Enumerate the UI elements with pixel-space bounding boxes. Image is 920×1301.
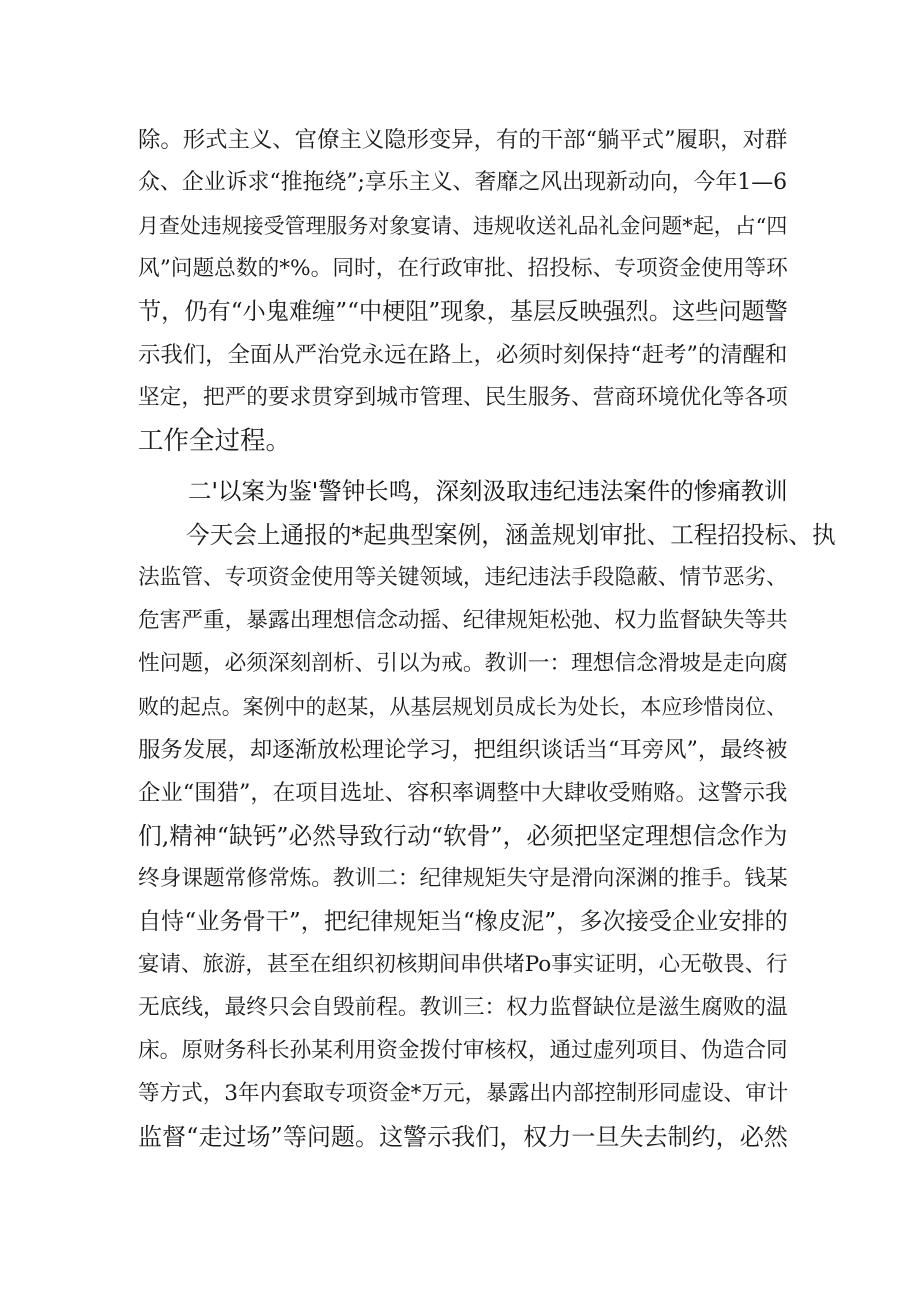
text-line: 服务发展，却逐渐放松理论学习，把组织谈话当“耳旁风”，最终被 [138, 737, 788, 763]
text-line: 众、企业诉求“推拖绕”;享乐主义、奢靡之风出现新动向，今年1—6 [138, 170, 788, 195]
text-line: 今天会上通报的*起典型案例，涵盖规划审批、工程招投标、执 [186, 521, 836, 549]
text-line: 们,精神“缺钙”必然导致行动“软骨”，必须把坚定理想信念作为 [138, 822, 788, 850]
text-line: 坚定，把严的要求贯穿到城市管理、民生服务、营商环境优化等各项 [138, 385, 788, 410]
text-line: 示我们，全面从严治党永远在路上，必须时刻保持“赶考”的清醒和 [138, 342, 788, 368]
text-line: 终身课题常修常炼。教训二：纪律规矩失守是滑向深渊的推手。钱某 [138, 866, 788, 891]
section-heading: 二'以案为鉴'警钟长鸣，深刻汲取违纪违法案件的惨痛教训 [188, 477, 788, 505]
text-line: 性问题，必须深刻剖析、引以为戒。教训一：理想信念滑坡是走向腐 [138, 651, 788, 676]
text-line: 监督“走过场”等问题。这警示我们，权力一旦失去制约，必然 [138, 1123, 788, 1151]
text-line: 危害严重，暴露出理想信念动摇、纪律规矩松弛、权力监督缺失等共 [138, 608, 788, 633]
text-line: 无底线，最终只会自毁前程。教训三：权力监督缺位是滋生腐败的温 [138, 995, 788, 1020]
text-line: 床。原财务科长孙某利用资金拨付审核权，通过虚列项目、伪造合同 [138, 1038, 788, 1063]
text-line: 节，仍有“小鬼难缠”“中梗阻”现象，基层反映强烈。这些问题警 [138, 298, 788, 325]
text-line: 败的起点。案例中的赵某，从基层规划员成长为处长，本应珍惜岗位、 [138, 695, 788, 719]
text-line: 除。形式主义、官僚主义隐形变异，有的干部“躺平式”履职，对群 [138, 127, 788, 153]
text-line: 风”问题总数的*%。同时，在行政审批、招投标、专项资金使用等环 [138, 256, 788, 281]
text-line: 工作全过程。 [138, 426, 292, 456]
text-line: 月查处违规接受管理服务对象宴请、违规收送礼品礼金问题*起，占“四 [138, 214, 788, 238]
text-line: 宴请、旅游，甚至在组织初核期间串供堵Po事实证明，心无敬畏、行 [138, 952, 788, 977]
text-line: 法监管、专项资金使用等关键领域，违纪违法手段隐蔽、情节恶劣、 [138, 565, 788, 590]
text-line: 自恃“业务骨干”，把纪律规矩当“橡皮泥”，多次接受企业安排的 [138, 908, 788, 935]
text-line: 企业“围猎”，在项目选址、容积率调整中大肆收受贿赂。这警示我 [138, 780, 788, 806]
text-line: 等方式，3年内套取专项资金*万元，暴露出内部控制形同虚设、审计 [138, 1081, 789, 1106]
